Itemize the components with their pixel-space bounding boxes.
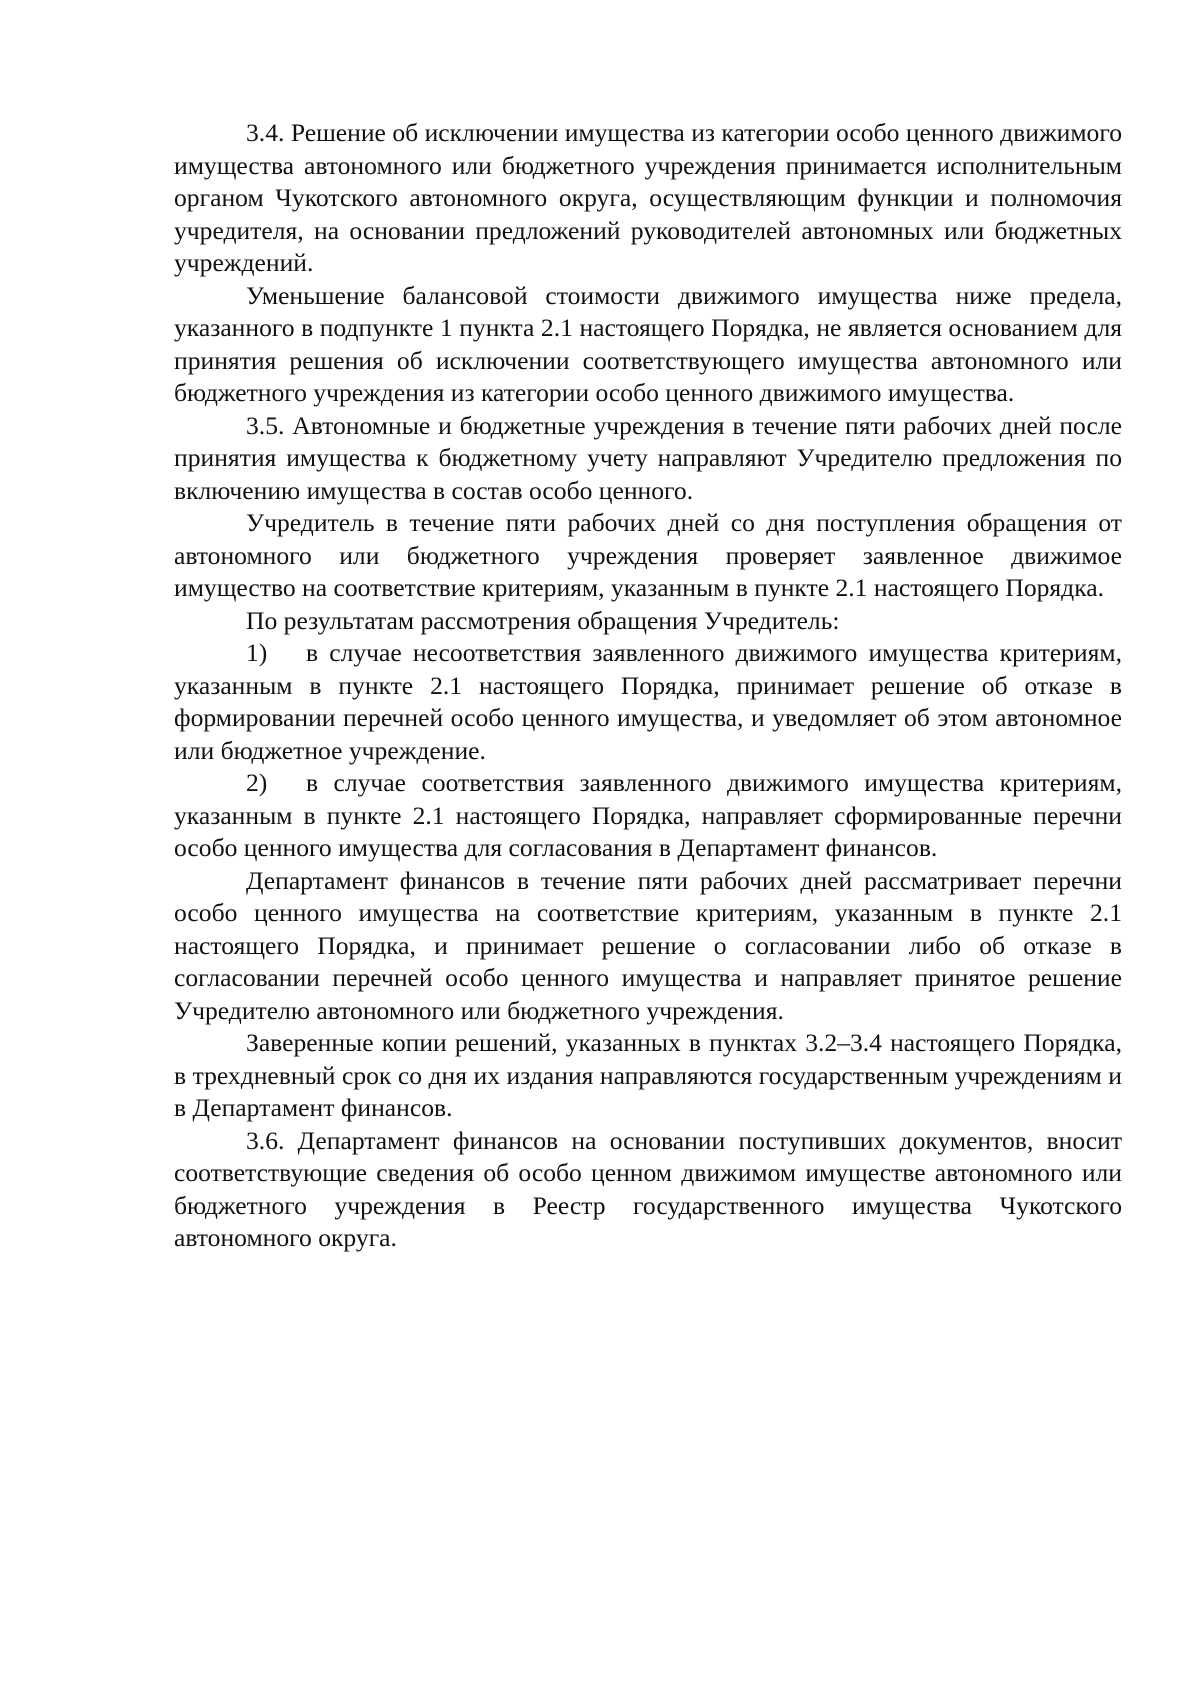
list-item-number: 1)	[246, 638, 268, 667]
paragraph-balance-decrease: Уменьшение балансовой стоимости движимого имущества ниже предела, указанного в подпункте 1 пункта 2.1 настоящего Порядка, не является основанием для принятия решения об исключении соответствующего имущества автономного или бюджетного учреждения из категории особо ценного движимого имущества.	[174, 280, 1122, 407]
list-item-text: в случае соответствия заявленного движимого имущества критериям, указанным в пункте 2.1 настоящего Порядка, направляет сформированные перечни особо ценного имущества для согласования в Департамент финансов.	[174, 768, 1122, 862]
list-item	[174, 637, 1122, 767]
paragraph-results-intro: По результатам рассмотрения обращения Учредитель:	[246, 605, 840, 635]
list-item	[174, 767, 1122, 865]
paragraph-founder-check: Учредитель в течение пяти рабочих дней со дня поступления обращения от автономного или бюджетного учреждения проверяет заявленное движимое имущество на соответствие критериям, указанным в пункте 2.1 настоящего Порядка.	[174, 508, 1122, 602]
paragraph-3-6: 3.6. Департамент финансов на основании поступивших документов, вносит соответствующие сведения об особо ценном движимом имуществе автономного или бюджетного учреждения в Реестр государственного имущества Чукотского автономного округа.	[174, 1125, 1122, 1252]
paragraph-3-4: 3.4. Решение об исключении имущества из категории особо ценного движимого имущества автономного или бюджетного учреждения принимается исполнительным органом Чукотского автономного округа, осуществляющим функции и полномочия учредителя, на основании предложений руководителей автономных или бюджетных учреждений.	[174, 118, 1122, 277]
paragraph-certified-copies: Заверенные копии решений, указанных в пунктах 3.2–3.4 настоящего Порядка, в трехдневный срок со дня их издания направляются государственным учреждениям и в Департамент финансов.	[174, 1028, 1122, 1122]
list-item-number: 2)	[246, 768, 268, 797]
document-page	[174, 117, 1122, 1255]
paragraph-3-5: 3.5. Автономные и бюджетные учреждения в течение пяти рабочих дней после принятия имущества к бюджетному учету направляют Учредителю предложения по включению имущества в состав особо ценного.	[174, 410, 1122, 505]
list-item-text: в случае несоответствия заявленного движимого имущества критериям, указанным в пункте 2.1 настоящего Порядка, принимает решение об отказе в формировании перечней особо ценного имущества, и уведомляет об этом автономное или бюджетное учреждение.	[174, 638, 1122, 765]
paragraph-finance-dept-review: Департамент финансов в течение пяти рабочих дней рассматривает перечни особо ценного имущества на соответствие критериям, указанным в пункте 2.1 настоящего Порядка, и принимает решение о согласовании либо об отказе в согласовании перечней особо ценного имущества и направляет принятое решение Учредителю автономного или бюджетного учреждения.	[174, 865, 1122, 1025]
